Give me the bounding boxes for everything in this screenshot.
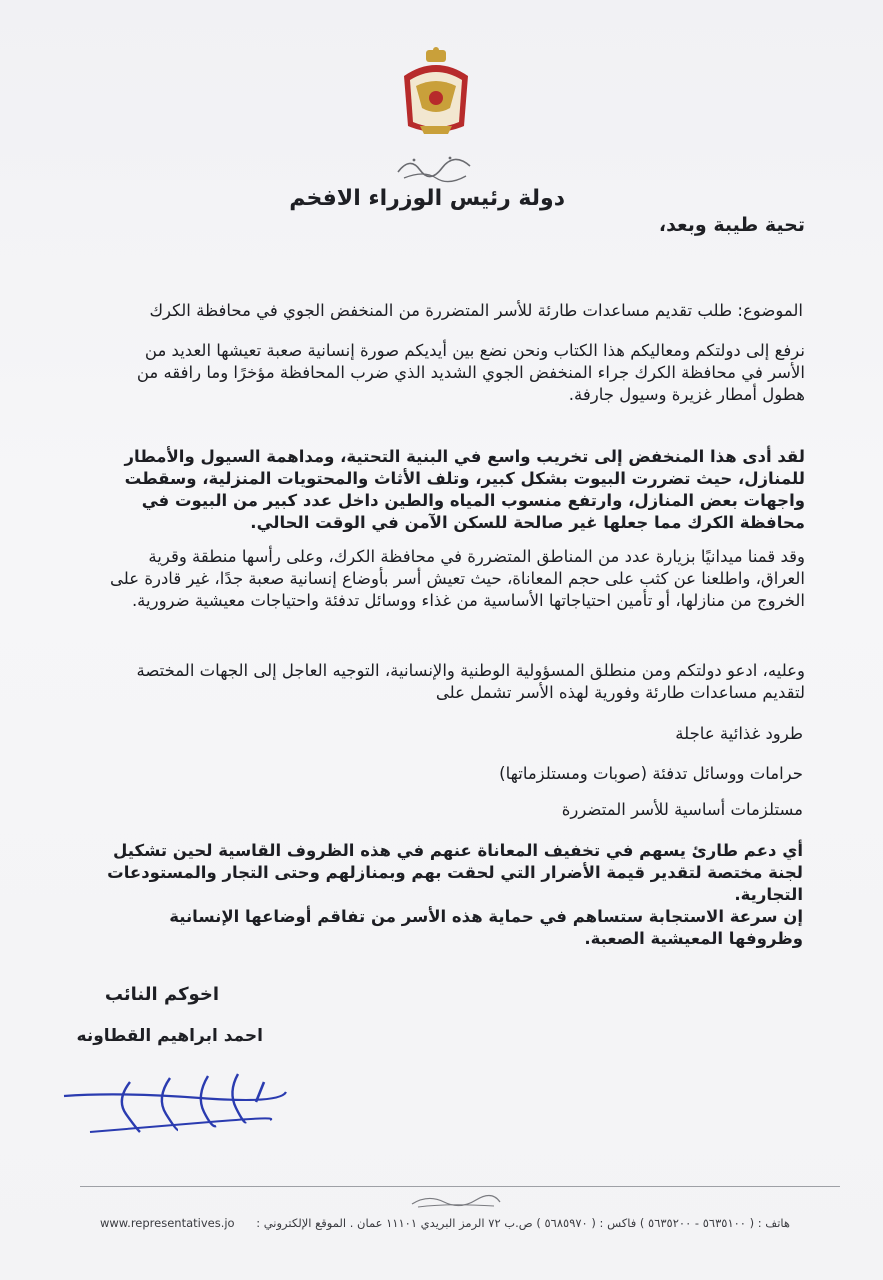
- paragraph-emergency-support: أي دعم طارئ يسهم في تخفيف المعاناة عنهم في هذه الظروف القاسية لحين تشكيل لجنة مختصة لتقدير قيمة الأضرار التي لحقت بهم وبمنازلهم وحتى التجار والمستودعات التجارية.: [107, 841, 803, 904]
- closing-line: اخوكم النائب: [104, 984, 219, 1005]
- list-item: حرامات ووسائل تدفئة (صوبات ومستلزماتها): [499, 764, 803, 783]
- footer-website: www.representatives.jo: [100, 1216, 235, 1230]
- paragraph-intro: نرفع إلى دولتكم ومعاليكم هذا الكتاب ونحن نضع بين أيديكم صورة إنسانية صعبة تعيشها العديد من الأسر في محافظة الكرك جراء المنخفض الجوي الشديد الذي ضرب المحافظة مؤخرًا وما رافقه من هطول أمطار غزيرة وسيول جارفة.: [136, 341, 805, 404]
- list-item: مستلزمات أساسية للأسر المتضررة: [561, 800, 803, 819]
- greeting: تحية طيبة وبعد،: [658, 214, 805, 236]
- royal-crest-icon: [398, 46, 474, 138]
- paragraph-field-visit: وقد قمنا ميدانيًا بزيارة عدد من المناطق المتضررة في محافظة الكرك، وعلى رأسها منطقة وقرية العراق، واطلعنا عن كثب على حجم المعاناة، حيث تعيش أسر بأوضاع إنسانية صعبة جدًا، غير قادرة على الخروج من منازلها، أو تأمين احتياجاتها الأساسية من غذاء ووسائل تدفئة واحتياجات معيشية ضرورية.: [110, 547, 805, 610]
- parliament-logo: [390, 150, 480, 184]
- paragraph-damage: لقد أدى هذا المنخفض إلى تخريب واسع في البنية التحتية، ومداهمة السيول والأمطار للمنازل، حيث تضررت البيوت بشكل كبير، وتلف الأثاث والمحتويات المنزلية، وسقطت واجهات بعض المنازل، وارتفع منسوب المياه والطين داخل عدد كبير من البيوت في محافظة الكرك مما جعلها غير صالحة للسكن الآمن في الوقت الحالي.: [124, 447, 805, 532]
- footer-divider: [80, 1186, 840, 1187]
- paragraph-conclusion: إن سرعة الاستجابة ستساهم في حماية هذه الأسر من تفاقم أوضاعها الإنسانية وظروفها المعيشية الصعبة.: [169, 907, 803, 948]
- footer-contact-text: هاتف : ( ٥٦٣٥١٠٠ - ٥٦٣٥٢٠٠ ) فاكس : ( ٥٦٨٥٩٧٠ ) ص.ب ٧٢ الرمز البريدي ١١١٠١ عمان . الموقع الإلكتروني :: [256, 1216, 790, 1230]
- subject-line: الموضوع: طلب تقديم مساعدات طارئة للأسر المتضررة من المنخفض الجوي في محافظة الكرك: [149, 301, 803, 320]
- kingdom-logo: [408, 1192, 504, 1210]
- addressee-title: دولة رئيس الوزراء الافخم: [289, 186, 565, 211]
- list-item: طرود غذائية عاجلة: [675, 724, 803, 743]
- paragraph-request: وعليه، ادعو دولتكم ومن منطلق المسؤولية الوطنية والإنسانية، التوجيه العاجل إلى الجهات المختصة لتقديم مساعدات طارئة وفورية لهذه الأسر تشمل على: [136, 661, 805, 702]
- signer-name: احمد ابراهيم القطاونه: [76, 1026, 263, 1046]
- handwritten-signature: [60, 1062, 290, 1152]
